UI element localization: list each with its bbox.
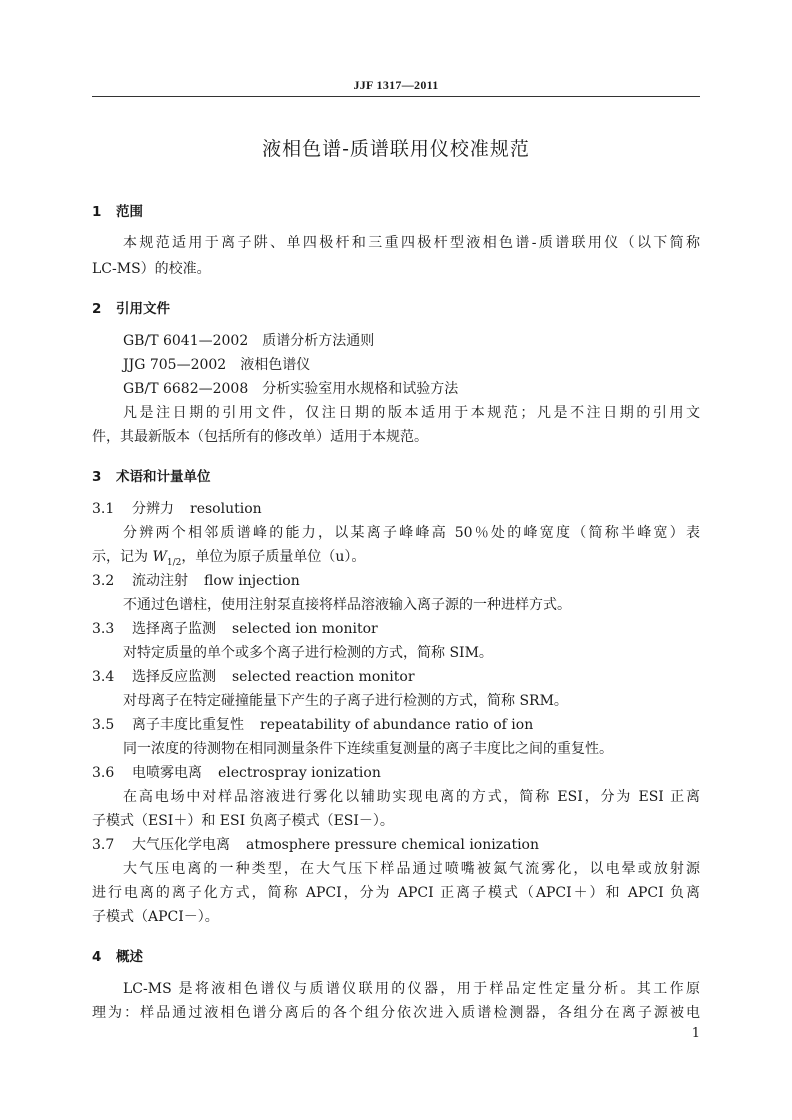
reference-item: JJG 705—2002 液相色谱仪 (123, 357, 311, 373)
paragraph-line: 理为：样品通过液相色谱分离后的各个组分依次进入质谱检测器，各组分在离子源被电 (92, 1005, 700, 1021)
section-heading-scope (92, 200, 143, 220)
term-zh: 大气压化学电离 (132, 837, 230, 853)
paragraph-line: 件，其最新版本（包括所有的修改单）适用于本规范。 (92, 429, 428, 445)
symbol-subscript: 1/2 (166, 557, 182, 568)
term-number: 3.5 (92, 717, 115, 733)
paragraph-line: 大气压电离的一种类型，在大气压下样品通过喷嘴被氮气流雾化，以电晕或放射源 (123, 861, 700, 877)
section-heading-terms (92, 465, 211, 485)
term-3-6 (92, 763, 381, 783)
term-number: 3.6 (92, 765, 115, 781)
paragraph-line: LC-MS 是将液相色谱仪与质谱仪联用的仪器，用于样品定性定量分析。其工作原 (123, 981, 700, 997)
section-title: 术语和计量单位 (116, 469, 211, 485)
text: 示，记为 (92, 549, 153, 565)
header-rule (92, 96, 700, 97)
term-zh: 选择反应监测 (132, 669, 216, 685)
paragraph-line: 分辨两个相邻质谱峰的能力，以某离子峰峰高 50％处的峰宽度（简称半峰宽）表 (123, 525, 700, 541)
term-en: atmosphere pressure chemical ionization (246, 837, 539, 853)
term-zh: 分辨力 (132, 501, 174, 517)
section-heading-overview (92, 945, 143, 965)
paragraph-line: LC-MS）的校准。 (92, 261, 211, 277)
term-number: 3.3 (92, 621, 115, 637)
term-en: selected reaction monitor (232, 669, 415, 685)
term-en: repeatability of abundance ratio of ion (260, 717, 534, 733)
page-number: 1 (691, 1026, 700, 1041)
term-en: selected ion monitor (232, 621, 378, 637)
term-3-3 (92, 619, 378, 639)
term-en: electrospray ionization (218, 765, 381, 781)
document-title: 液相色谱-质谱联用仪校准规范 (262, 138, 530, 160)
section-number: 1 (92, 204, 102, 220)
term-number: 3.1 (92, 501, 115, 517)
term-en: flow injection (204, 573, 300, 589)
term-3-1 (92, 499, 262, 519)
paragraph-line: 凡是注日期的引用文件，仅注日期的版本适用于本规范；凡是不注日期的引用文 (123, 405, 700, 421)
reference-item: GB/T 6041—2002 质谱分析方法通则 (123, 333, 375, 349)
section-title: 引用文件 (116, 301, 170, 317)
section-title: 范围 (116, 204, 143, 220)
section-number: 3 (92, 469, 102, 485)
paragraph-line (92, 547, 365, 573)
standard-code-header: JJF 1317—2011 (353, 78, 439, 92)
text: ，单位为原子质量单位（u）。 (181, 549, 366, 565)
symbol-w: W (152, 549, 167, 565)
term-3-2 (92, 571, 300, 591)
term-zh: 选择离子监测 (132, 621, 216, 637)
term-number: 3.7 (92, 837, 115, 853)
term-3-4 (92, 667, 415, 687)
paragraph-line: 子模式（APCI－）。 (92, 909, 219, 925)
reference-item: GB/T 6682—2008 分析实验室用水规格和试验方法 (123, 381, 459, 397)
section-number: 4 (92, 949, 102, 965)
section-heading-references (92, 297, 170, 317)
term-en: resolution (190, 501, 262, 517)
term-zh: 离子丰度比重复性 (132, 717, 244, 733)
term-3-7 (92, 835, 539, 855)
term-number: 3.4 (92, 669, 115, 685)
paragraph-line: 进行电离的离子化方式，简称 APCI，分为 APCI 正离子模式（APCI＋）和 APCI 负离 (92, 885, 700, 901)
paragraph-line: 同一浓度的待测物在相同测量条件下连续重复测量的离子丰度比之间的重复性。 (123, 741, 613, 757)
section-title: 概述 (116, 949, 143, 965)
term-3-5 (92, 715, 533, 735)
paragraph-line: 不通过色谱柱，使用注射泵直接将样品溶液输入离子源的一种进样方式。 (123, 597, 571, 613)
section-number: 2 (92, 301, 102, 317)
paragraph-line: 子模式（ESI＋）和 ESI 负离子模式（ESI－）。 (92, 813, 394, 829)
term-zh: 流动注射 (132, 573, 188, 589)
paragraph-line: 本规范适用于离子阱、单四极杆和三重四极杆型液相色谱-质谱联用仪（以下简称 (123, 235, 700, 251)
term-number: 3.2 (92, 573, 115, 589)
paragraph-line: 对母离子在特定碰撞能量下产生的子离子进行检测的方式，简称 SRM。 (123, 693, 568, 709)
paragraph-line: 在高电场中对样品溶液进行雾化以辅助实现电离的方式，简称 ESI，分为 ESI 正离 (123, 789, 700, 805)
term-zh: 电喷雾电离 (132, 765, 202, 781)
paragraph-line: 对特定质量的单个或多个离子进行检测的方式，简称 SIM。 (123, 645, 493, 661)
